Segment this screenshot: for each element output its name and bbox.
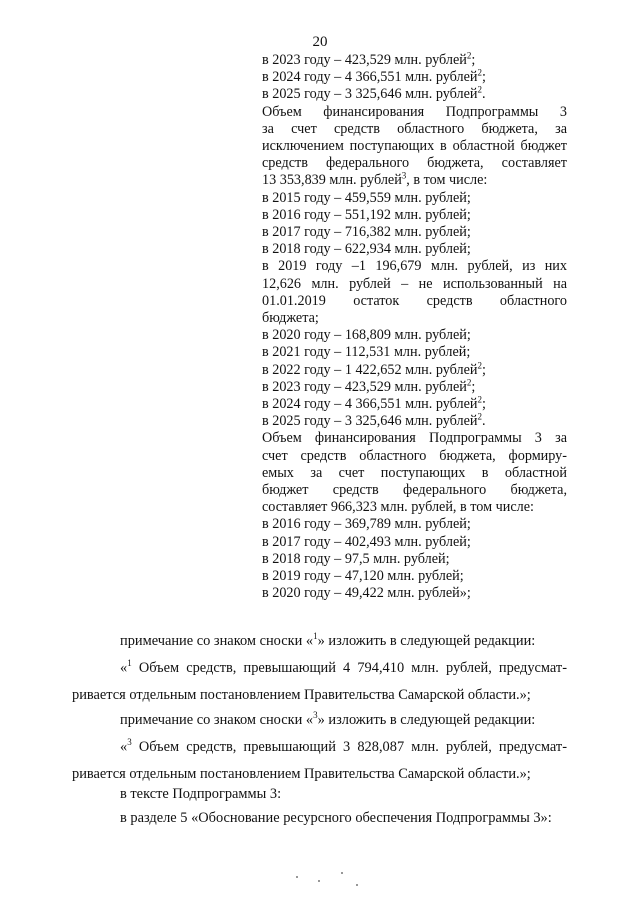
line-text: в 2020 году – 168,809 млн. рублей;: [262, 327, 471, 344]
line-text: Объем финансирования Подпрограммы 3: [262, 103, 567, 120]
footnote-marker: 2: [477, 67, 483, 78]
line-text: 13 353,839 млн. рублей: [262, 172, 402, 189]
line-text: в 2025 году – 3 325,646 млн. рублей: [262, 413, 478, 430]
column-line: [262, 276, 567, 293]
text-fragment: » изложить в следующей редакции:: [317, 712, 536, 728]
text-fragment: примечание со знаком сноски «: [120, 633, 314, 649]
column-line: [262, 482, 567, 499]
text-fragment: Объем средств, превышающий 4 794,410 млн. рублей, предусмат-: [131, 660, 567, 676]
footnote-marker: 2: [466, 50, 472, 61]
note-1-instruction: [72, 633, 567, 650]
paragraph-line: [72, 739, 567, 756]
line-text: 01.01.2019 остаток средств областного: [262, 292, 567, 309]
column-line: [262, 344, 567, 361]
paragraph-line: [72, 660, 567, 677]
column-line: [262, 551, 567, 568]
column-line: [262, 86, 567, 103]
column-line: [262, 155, 567, 172]
scan-artifact: [318, 880, 320, 882]
footnote-marker: 2: [477, 394, 483, 405]
column-line: [262, 258, 567, 275]
column-line: [262, 585, 567, 602]
line-text: в 2023 году – 423,529 млн. рублей: [262, 378, 467, 395]
footnote-marker: 3: [401, 170, 407, 181]
column-line: [262, 327, 567, 344]
column-line: [262, 413, 567, 430]
text-fragment: примечание со знаком сноски «: [120, 712, 314, 728]
line-tail: ;: [471, 378, 476, 395]
line-text: в 2017 году – 402,493 млн. рублей;: [262, 533, 471, 550]
line-text: в 2016 году – 369,789 млн. рублей;: [262, 516, 471, 533]
column-line: [262, 310, 567, 327]
text-fragment: «: [120, 739, 128, 755]
line-text: исключением поступающих в областной бюджет: [262, 138, 567, 155]
column-line: [262, 516, 567, 533]
footnote-marker: 3: [127, 737, 132, 748]
line-text: в 2021 году – 112,531 млн. рублей;: [262, 344, 471, 361]
paragraph: в тексте Подпрограммы 3:: [120, 786, 282, 802]
column-line: [262, 293, 567, 310]
column-line: [262, 190, 567, 207]
paragraph: [72, 633, 567, 650]
column-line: [262, 52, 567, 69]
line-text: в 2024 году – 4 366,551 млн. рублей: [262, 69, 478, 86]
text-fragment: » изложить в следующей редакции:: [317, 633, 536, 649]
line-text: бюджет средств федерального бюджета,: [262, 482, 567, 499]
line-text: за счет средств областного бюджета, за: [262, 120, 567, 137]
text-fragment: Объем средств, превышающий 3 828,087 млн. рублей, предусмат-: [131, 739, 567, 755]
column-line: [262, 241, 567, 258]
footnote-marker: 2: [477, 411, 483, 422]
line-text: емых за счет поступающих в областной: [262, 464, 567, 481]
column-line: [262, 448, 567, 465]
scan-artifact: [296, 876, 298, 878]
line-text: в 2017 году – 716,382 млн. рублей;: [262, 224, 471, 241]
line-text: в 2019 году – 47,120 млн. рублей;: [262, 568, 464, 585]
section-5-heading: [72, 810, 567, 827]
line-text: в 2016 году – 551,192 млн. рублей;: [262, 206, 471, 223]
line-text: средств федерального бюджета, составляет: [262, 155, 567, 172]
column-line: [262, 121, 567, 138]
line-tail: .: [482, 86, 486, 103]
column-line: [262, 172, 567, 189]
line-tail: , в том числе:: [406, 172, 488, 189]
financing-column: [262, 52, 567, 603]
footnote-marker: 1: [313, 631, 318, 642]
line-tail: ;: [482, 361, 486, 378]
line-tail: ;: [482, 69, 486, 86]
column-line: [262, 430, 567, 447]
line-text: составляет 966,323 млн. рублей, в том числе:: [262, 499, 534, 516]
paragraph: [72, 712, 567, 729]
footnote-marker: 2: [477, 359, 483, 370]
line-tail: ;: [482, 396, 486, 413]
line-text: в 2024 году – 4 366,551 млн. рублей: [262, 396, 478, 413]
page-number: 20: [312, 34, 328, 50]
note-3-text: [72, 739, 567, 783]
line-text: в 2018 году – 97,5 млн. рублей;: [262, 550, 450, 567]
line-text: в 2018 году – 622,934 млн. рублей;: [262, 241, 471, 258]
footnote-marker: 1: [127, 658, 132, 669]
note-3-instruction: [72, 712, 567, 729]
column-line: [262, 224, 567, 241]
line-text: в 2019 году –1 196,679 млн. рублей, из них: [262, 258, 567, 275]
column-line: [262, 104, 567, 121]
paragraph-line: ривается отдельным постановлением Правительства Самарской области.»;: [72, 766, 531, 782]
line-text: в 2023 году – 423,529 млн. рублей: [262, 52, 467, 68]
column-line: [262, 465, 567, 482]
column-line: [262, 359, 567, 379]
column-line: [262, 69, 567, 86]
column-line: [262, 379, 567, 396]
footnote-marker: 2: [477, 84, 483, 95]
line-tail: .: [482, 413, 486, 430]
line-text: 12,626 млн. рублей – не использованный на: [262, 275, 567, 292]
line-text: Объем финансирования Подпрограммы 3 за: [262, 430, 567, 447]
line-tail: ;: [471, 52, 476, 68]
paragraph-line: ривается отдельным постановлением Правительства Самарской области.»;: [72, 687, 531, 703]
footnote-marker: 3: [313, 710, 318, 721]
note-1-text: [72, 660, 567, 704]
line-text: бюджета;: [262, 310, 319, 327]
line-text: в 2020 году – 49,422 млн. рублей»;: [262, 585, 471, 602]
column-line: [262, 207, 567, 224]
scan-artifact: [356, 884, 358, 886]
scan-artifact: [341, 872, 343, 874]
footnote-marker: 2: [466, 377, 472, 388]
paragraph: в разделе 5 «Обоснование ресурсного обеспечения Подпрограммы 3»:: [120, 810, 552, 826]
column-line: [262, 138, 567, 155]
column-line: [262, 499, 567, 516]
line-text: в 2022 году – 1 422,652 млн. рублей: [262, 361, 478, 378]
subprogram-text-heading: [72, 786, 567, 803]
line-text: в 2015 году – 459,559 млн. рублей;: [262, 189, 471, 206]
line-text: в 2025 году – 3 325,646 млн. рублей: [262, 86, 478, 103]
text-fragment: «: [120, 660, 128, 676]
column-line: [262, 568, 567, 585]
line-text: счет средств областного бюджета, формиру-: [262, 447, 567, 464]
column-line: [262, 396, 567, 413]
column-line: [262, 534, 567, 551]
